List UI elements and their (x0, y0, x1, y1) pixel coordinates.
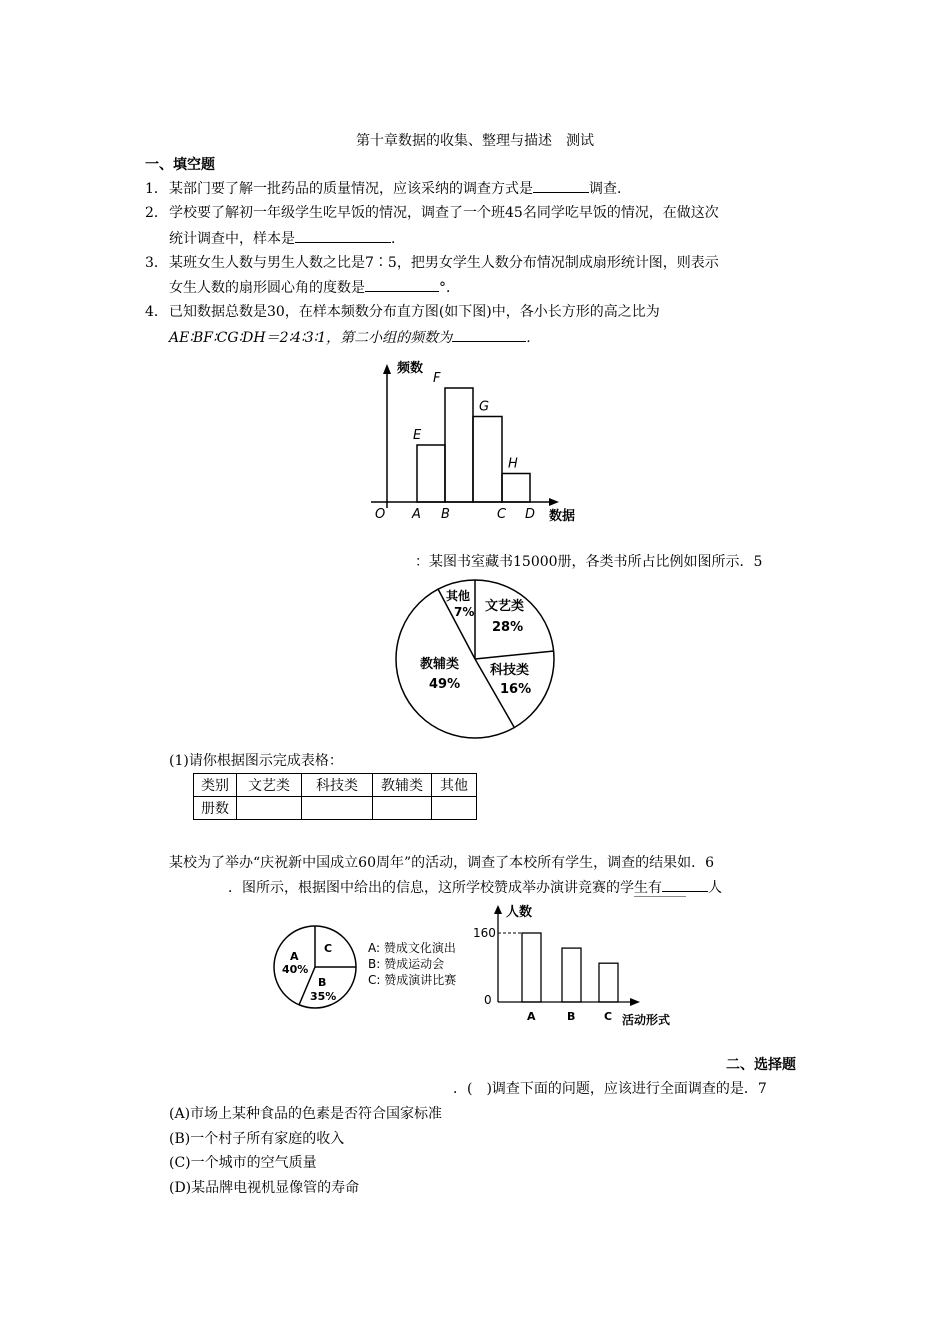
table-cell: 科技类 (302, 774, 373, 797)
histogram-bars (411, 371, 535, 522)
legend-item-b: B: 赞成运动会 (368, 957, 445, 971)
table-cell-input[interactable] (237, 797, 302, 820)
pie-label-literature: 文艺类 (485, 599, 525, 614)
question-5-part-1: (1)请你根据图示完成表格： (169, 753, 343, 769)
histogram-bar (417, 445, 445, 502)
y-axis-arrow (494, 905, 502, 914)
question-2-cont (169, 228, 405, 248)
table-cell: 教辅类 (373, 774, 432, 797)
question-text: AE∶BF∶CG∶DH＝2∶4∶3∶1，第二小组的频数为 (169, 330, 453, 346)
option-a[interactable]: (A)市场上某种食品的色素是否符合国家标准 (169, 1106, 443, 1122)
section-fill-blank: 一、填空题 (145, 157, 215, 173)
question-text: 某部门要了解一批药品的质量情况，应该采纳的调查方式是 (169, 181, 533, 197)
category-table (193, 773, 477, 820)
table-cell: 册数 (194, 797, 237, 820)
x-tick-label: B (441, 507, 450, 522)
question-text-end: ． (526, 330, 541, 346)
option-b[interactable]: (B)一个村子所有家庭的收入 (169, 1131, 345, 1147)
y-tick-0: 0 (484, 993, 492, 1007)
x-tick-label: D (525, 507, 536, 522)
y-axis-label: 频数 (397, 361, 424, 376)
book-category-pie (392, 576, 562, 746)
activity-bars (522, 933, 618, 1023)
histogram-bar (502, 474, 530, 503)
pie-pct-science: 16% (500, 682, 532, 697)
question-text: 女生人数的扇形圆心角的度数是 (169, 280, 365, 296)
question-7: ．( )调查下面的问题，应该进行全面调查的是．7 (453, 1081, 767, 1097)
y-axis-label: 人数 (506, 905, 533, 920)
question-4-cont (169, 327, 540, 347)
question-text-end: ． (391, 231, 405, 247)
option-d[interactable]: (D)某品牌电视机显像管的寿命 (169, 1180, 360, 1196)
activity-pie (272, 912, 482, 1012)
question-number: 1． (145, 181, 168, 197)
table-cell: 其他 (432, 774, 477, 797)
x-tick-label: A (527, 1010, 536, 1023)
x-tick-label: C (497, 507, 507, 522)
question-1 (145, 178, 631, 199)
answer-blank[interactable] (452, 327, 526, 342)
section-choice: 二、选择题 (726, 1057, 796, 1073)
answer-blank[interactable] (295, 228, 391, 243)
pie-label-a: A (290, 950, 299, 963)
table-cell: 类别 (194, 774, 237, 797)
histogram-bar (445, 388, 473, 502)
table-cell: 文艺类 (237, 774, 302, 797)
bar-label: G (479, 399, 490, 415)
question-text: ．图所示，根据图中给出的信息，这所学校赞成举办演讲竞赛的学生有 (228, 880, 662, 896)
pie-pct-textbook: 49% (429, 677, 461, 692)
question-4 (145, 302, 660, 322)
pie-pct-literature: 28% (492, 620, 524, 635)
answer-blank[interactable] (533, 178, 589, 193)
question-5: ：某图书室藏书15000册，各类书所占比例如图所示．5 (415, 554, 763, 570)
question-text: 学校要了解初一年级学生吃早饭的情况，调查了一个班45名同学吃早饭的情况，在做这次 (169, 205, 719, 221)
x-axis-arrow (630, 998, 640, 1006)
pie-label-textbook: 教辅类 (420, 657, 460, 672)
question-3 (145, 253, 719, 273)
activity-bar (562, 948, 581, 1002)
activity-bar (599, 963, 618, 1002)
question-number: 4． (145, 304, 168, 320)
pie-label-science: 科技类 (490, 663, 530, 678)
x-tick-label: A (412, 507, 421, 522)
pie-divider (475, 651, 554, 659)
underline-mark (634, 896, 686, 897)
frequency-histogram (365, 360, 590, 530)
question-text: 已知数据总数是30，在样本频数分布直方图(如下图)中，各小长方形的高之比为 (169, 304, 660, 320)
question-6-cont (228, 877, 722, 897)
question-text-end: 人 (708, 880, 722, 896)
pie-label-c: C (324, 942, 333, 955)
origin-label: O (375, 507, 386, 522)
question-3-cont (169, 277, 460, 297)
bar-label: E (413, 428, 422, 443)
table-cell-input[interactable] (373, 797, 432, 820)
table-cell-input[interactable] (432, 797, 477, 820)
question-number: 2． (145, 205, 168, 221)
question-6: 某校为了举办“庆祝新中国成立60周年”的活动，调查了本校所有学生，调查的结果如．6 (169, 855, 715, 871)
question-2 (145, 203, 719, 223)
x-axis-label: 活动形式 (622, 1013, 671, 1027)
activity-bar (522, 933, 541, 1002)
activity-bar-chart (470, 900, 690, 1028)
x-axis-arrow (549, 498, 559, 506)
pie-pct-b: 35% (310, 990, 337, 1003)
table-row (194, 797, 477, 820)
answer-blank[interactable] (365, 277, 439, 292)
question-text-end: 调查． (589, 181, 631, 197)
legend-item-c: C: 赞成演讲比赛 (368, 973, 457, 987)
question-text: 统计调查中，样本是 (169, 231, 295, 247)
pie-label-other: 其他 (446, 589, 471, 603)
question-number: 3． (145, 255, 168, 271)
question-text: 某班女生人数与男生人数之比是7∶5，把男女学生人数分布情况制成扇形统计图，则表示 (169, 255, 719, 271)
pie-pct-other: 7% (454, 605, 475, 619)
table-cell-input[interactable] (302, 797, 373, 820)
pie-label-b: B (318, 976, 327, 989)
answer-blank[interactable] (662, 877, 708, 892)
bar-label: H (508, 456, 518, 472)
x-tick-label: B (567, 1010, 576, 1023)
histogram-bar (473, 417, 502, 503)
legend-item-a: A: 赞成文化演出 (368, 941, 456, 955)
y-tick-160: 160 (473, 926, 496, 940)
pie-pct-a: 40% (282, 963, 309, 976)
table-row (194, 774, 477, 797)
option-c[interactable]: (C)一个城市的空气质量 (169, 1155, 317, 1171)
x-axis-label: 数据 (549, 509, 576, 524)
page-title: 第十章数据的收集、整理与描述 测试 (356, 133, 594, 149)
bar-label: F (433, 371, 441, 386)
question-text-end: °． (439, 280, 460, 296)
y-axis-arrow (383, 364, 391, 374)
x-tick-label: C (604, 1010, 613, 1023)
